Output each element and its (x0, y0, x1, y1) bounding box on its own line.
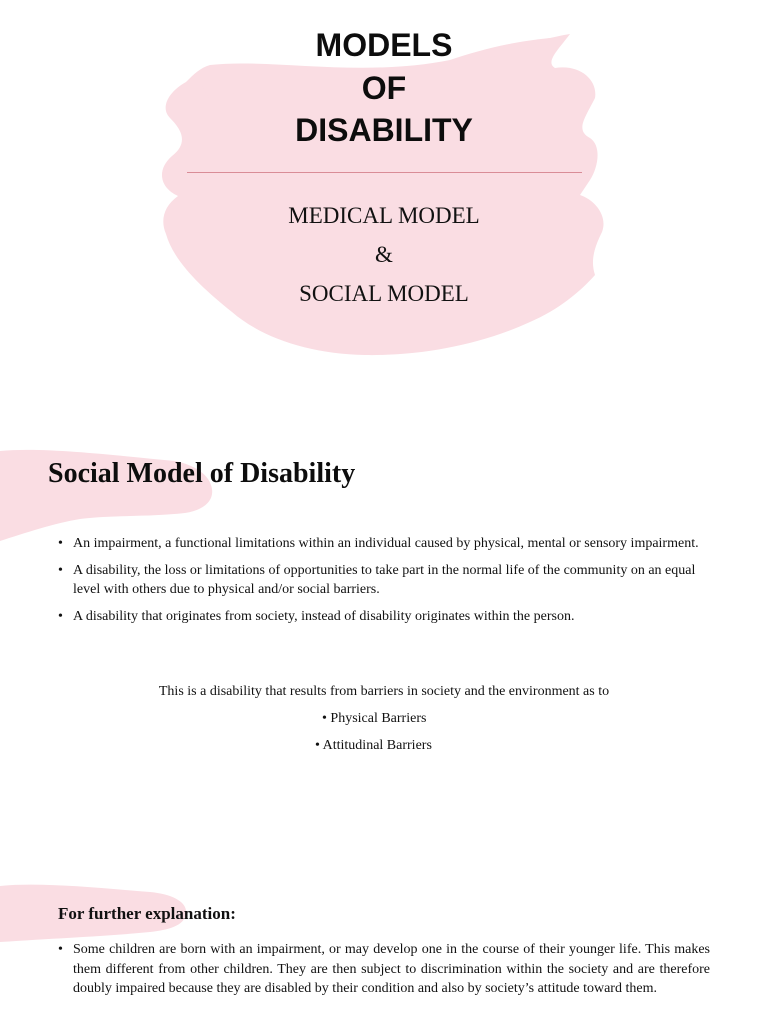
subtitle-line: & (375, 242, 393, 267)
barrier-label: Physical Barriers (330, 711, 427, 726)
subtitle-line: MEDICAL MODEL (288, 203, 480, 228)
list-item: • An impairment, a functional limitations within an individual caused by physical, mental or sensory impairment. (58, 534, 710, 553)
document-subtitle (0, 196, 768, 313)
bullet-list (58, 534, 710, 634)
title-line: MODELS (315, 27, 453, 63)
subtitle-line: SOCIAL MODEL (299, 281, 469, 306)
barrier-item: • Physical Barriers (322, 711, 427, 726)
section-heading: Social Model of Disability (48, 458, 356, 489)
barriers-intro: This is a disability that results from barriers in society and the environment as to (158, 684, 610, 699)
subsection-heading: For further explanation: (58, 904, 236, 923)
title-line: DISABILITY (295, 112, 473, 148)
title-line: OF (361, 69, 407, 106)
explanation-list (58, 940, 710, 999)
list-item: • Some children are born with an impairment, or may develop one in the course of their younger life. This makes them different from other children. They are then subject to discrimination within the society and are therefore doubly impaired because they are disabled by their condition and also by society’s attitude toward them. (58, 940, 710, 999)
barrier-label: Attitudinal Barriers (322, 738, 432, 753)
barrier-item: • Attitudinal Barriers (315, 738, 432, 753)
list-item: • A disability that originates from society, instead of disability originates within the person. (58, 607, 710, 626)
document-title (0, 24, 768, 152)
list-item: • A disability, the loss or limitations of opportunities to take part in the normal life of the community on an equal level with others due to physical and/or social barriers. (58, 561, 710, 599)
title-divider (187, 172, 582, 173)
